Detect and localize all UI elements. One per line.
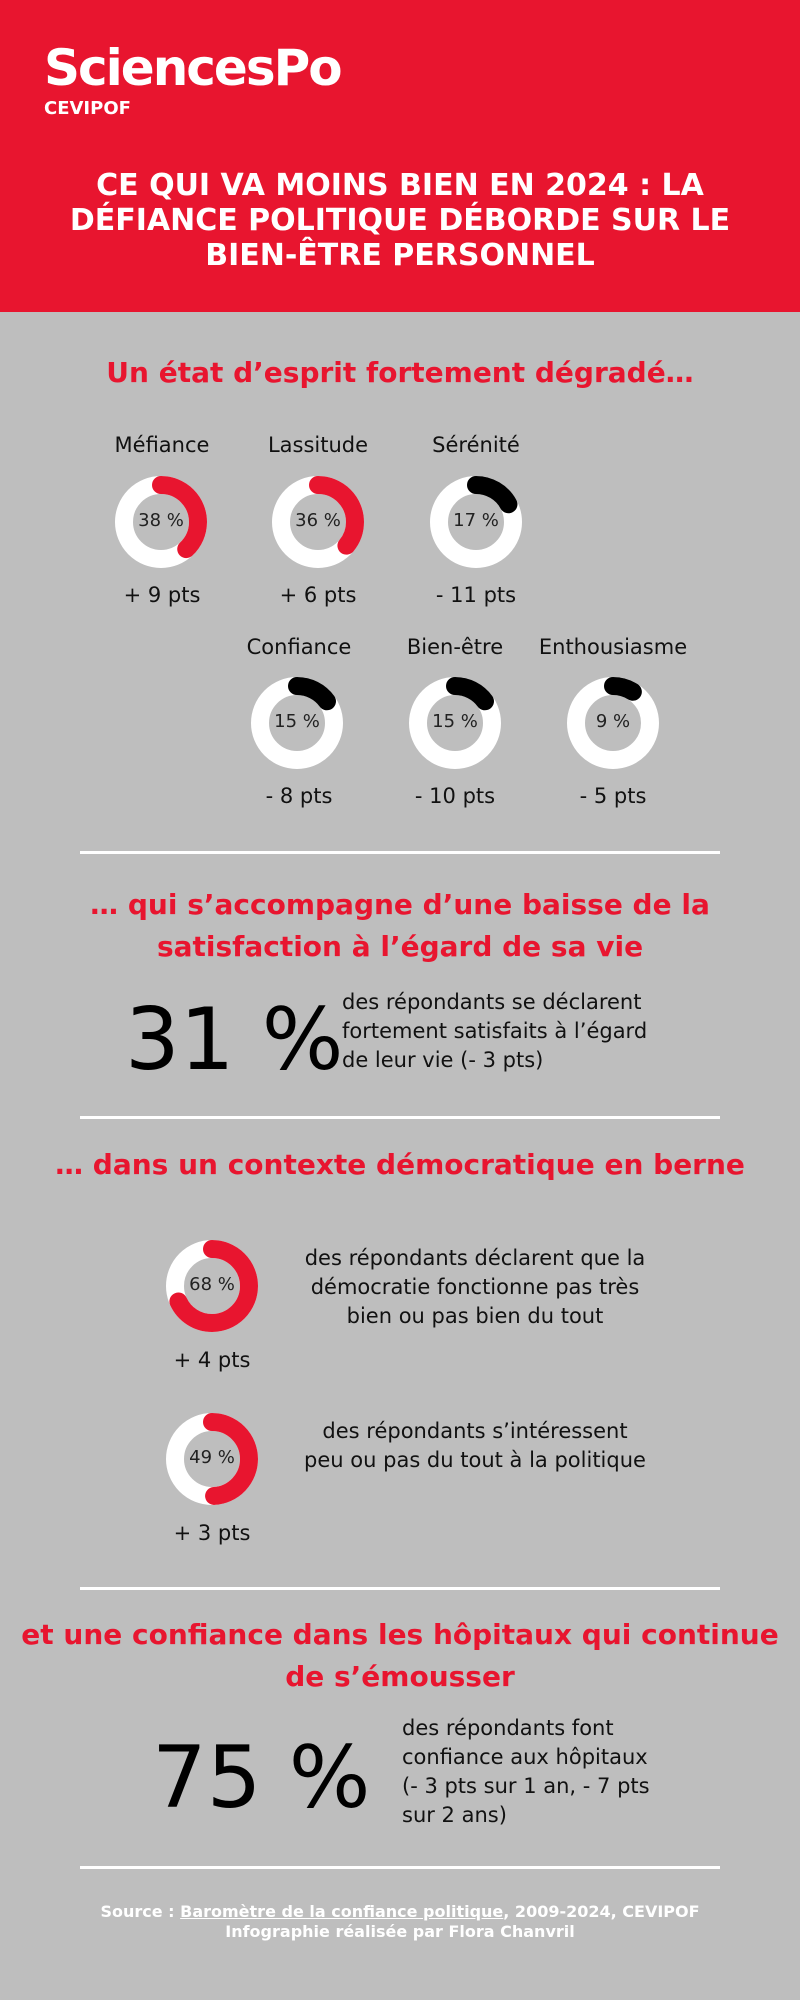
cevipof-logo-text: CEVIPOF [44,98,131,119]
donut-value: 49 % [189,1447,235,1468]
donut-value: 36 % [295,510,341,531]
hopitaux-percentage: 75 % [152,1728,371,1828]
page-title: CE QUI VA MOINS BIEN EN 2024 : LA DÉFIANCE POLITIQUE DÉBORDE SUR LE BIEN-ÊTRE PERSONNEL [69,168,731,273]
sciencespo-logo: SciencesPo [44,39,341,97]
change-mefiance: + 9 pts [123,583,201,607]
divider [80,1866,720,1869]
source-link[interactable]: Baromètre de la confiance politique [180,1902,504,1921]
change-politique: + 3 pts [173,1521,251,1545]
politique-description: des répondants s’intéressent peu ou pas du tout à la politique [304,1419,646,1472]
change-democratie: + 4 pts [173,1348,251,1372]
donut-value: 9 % [595,711,631,732]
credit-line: Infographie réalisée par Flora Chanvril [225,1922,575,1941]
change-bien-etre: - 10 pts [414,784,496,808]
divider [80,1587,720,1590]
divider [80,1116,720,1119]
donut-value: 15 % [432,711,478,732]
section2-title: … qui s’accompagne d’une baisse de la satisfaction à l’égard de sa vie [90,888,710,963]
change-lassitude: + 6 pts [279,583,357,607]
label-enthousiasme: Enthousiasme [538,635,688,659]
donut-value: 17 % [453,510,499,531]
donut-lassitude [272,476,364,568]
donut-enthousiasme [567,677,659,769]
democratie-description: des répondants déclarent que la démocratie fonctionne pas très bien ou pas bien du tout [304,1246,646,1328]
donut-politique [166,1413,258,1505]
donut-democratie [166,1240,258,1332]
donut-value: 68 % [189,1274,235,1295]
label-mefiance: Méfiance [114,433,210,457]
donut-confiance [251,677,343,769]
label-lassitude: Lassitude [267,433,369,457]
satisfaction-percentage: 31 % [125,990,344,1090]
satisfaction-description: des répondants se déclarent fortement satisfaits à l’égard de leur vie (- 3 pts) [342,990,648,1072]
label-confiance: Confiance [246,635,352,659]
change-confiance: - 8 pts [265,784,333,808]
label-bien-etre: Bien-être [406,635,504,659]
hopitaux-description: des répondants font confiance aux hôpitaux (- 3 pts sur 1 an, - 7 pts sur 2 ans) [402,1716,650,1827]
donut-mefiance [115,476,207,568]
header-banner [0,0,800,312]
source-prefix: Source : [100,1902,181,1921]
donut-bien-etre [409,677,501,769]
source-line [40,1902,760,1922]
section3-title: … dans un contexte démocratique en berne [55,1148,745,1181]
donut-value: 38 % [138,510,184,531]
section4-title: et une confiance dans les hôpitaux qui continue de s’émousser [21,1618,779,1693]
section1-title: Un état d’esprit fortement dégradé… [106,356,694,389]
divider [80,851,720,854]
label-serenite: Sérénité [432,433,520,457]
donut-value: 15 % [274,711,320,732]
change-enthousiasme: - 5 pts [579,784,647,808]
source-suffix: , 2009-2024, CEVIPOF [503,1902,700,1921]
donut-serenite [430,476,522,568]
footer [40,1902,760,1942]
change-serenite: - 11 pts [435,583,517,607]
